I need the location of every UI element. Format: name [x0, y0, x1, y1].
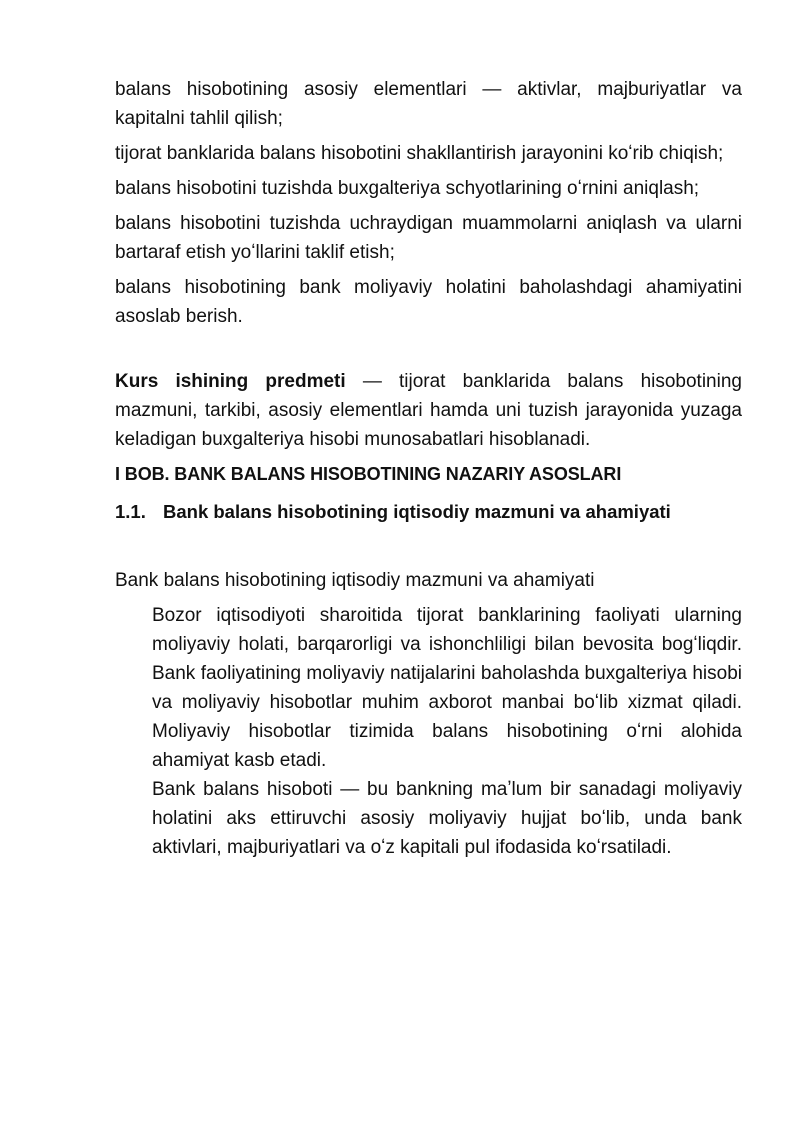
- list-item: balans hisobotini tuzishda buxgalteriya schyotlarining oʻrnini aniqlash;: [115, 178, 700, 199]
- subject-paragraph: [115, 367, 742, 454]
- body-paragraph: Bozor iqtisodiyoti sharoitida tijorat banklarining faoliyati ularning moliyaviy holati, barqarorligi va ishonchliligi bilan bevosita bogʻliqdir. Bank faoliyatining moliyaviy natijalarini baholashda buxgalteriya hisobi va moliyaviy hisobotlar muhim axborot manbai boʻlib xizmat qiladi. Moliyaviy hisobotlar tizimida balans hisobotining oʻrni alohida ahamiyat kasb etadi.: [152, 605, 742, 771]
- section-heading: [115, 497, 742, 526]
- section-caption: Bank balans hisobotining iqtisodiy mazmuni va ahamiyati: [115, 570, 595, 591]
- list-item: tijorat banklarida balans hisobotini shakllantirish jarayonini koʻrib chiqish;: [115, 143, 724, 164]
- section-title: Bank balans hisobotining iqtisodiy mazmuni va ahamiyati: [163, 501, 671, 522]
- list-item: balans hisobotining asosiy elementlari — aktivlar, majburiyatlar va kapitalni tahlil qilish;: [115, 79, 742, 129]
- list-item: balans hisobotining bank moliyaviy holatini baholashdagi ahamiyatini asoslab berish.: [115, 277, 742, 327]
- subject-label: Kurs ishining predmeti: [115, 371, 346, 392]
- body-paragraph: Bank balans hisoboti — bu bankning maʼlum bir sanadagi moliyaviy holatini aks ettiruvchi asosiy moliyaviy hujjat boʻlib, unda bank aktivlari, majburiyatlari va oʻz kapitali pul ifodasida koʻrsatiladi.: [152, 779, 742, 858]
- chapter-title: I BOB. BANK BALANS HISOBOTINING NAZARIY ASOSLARI: [115, 464, 622, 484]
- section-number: 1.1.: [115, 501, 146, 522]
- list-item: balans hisobotini tuzishda uchraydigan muammolarni aniqlash va ularni bartaraf etish yoʻllarini taklif etish;: [115, 213, 742, 263]
- subject-text: — tijorat banklarida balans hisobotining mazmuni, tarkibi, asosiy elementlari hamda uni tuzish jarayonida yuzaga keladigan buxgalteriya hisobi munosabatlari hisoblanadi.: [115, 371, 742, 450]
